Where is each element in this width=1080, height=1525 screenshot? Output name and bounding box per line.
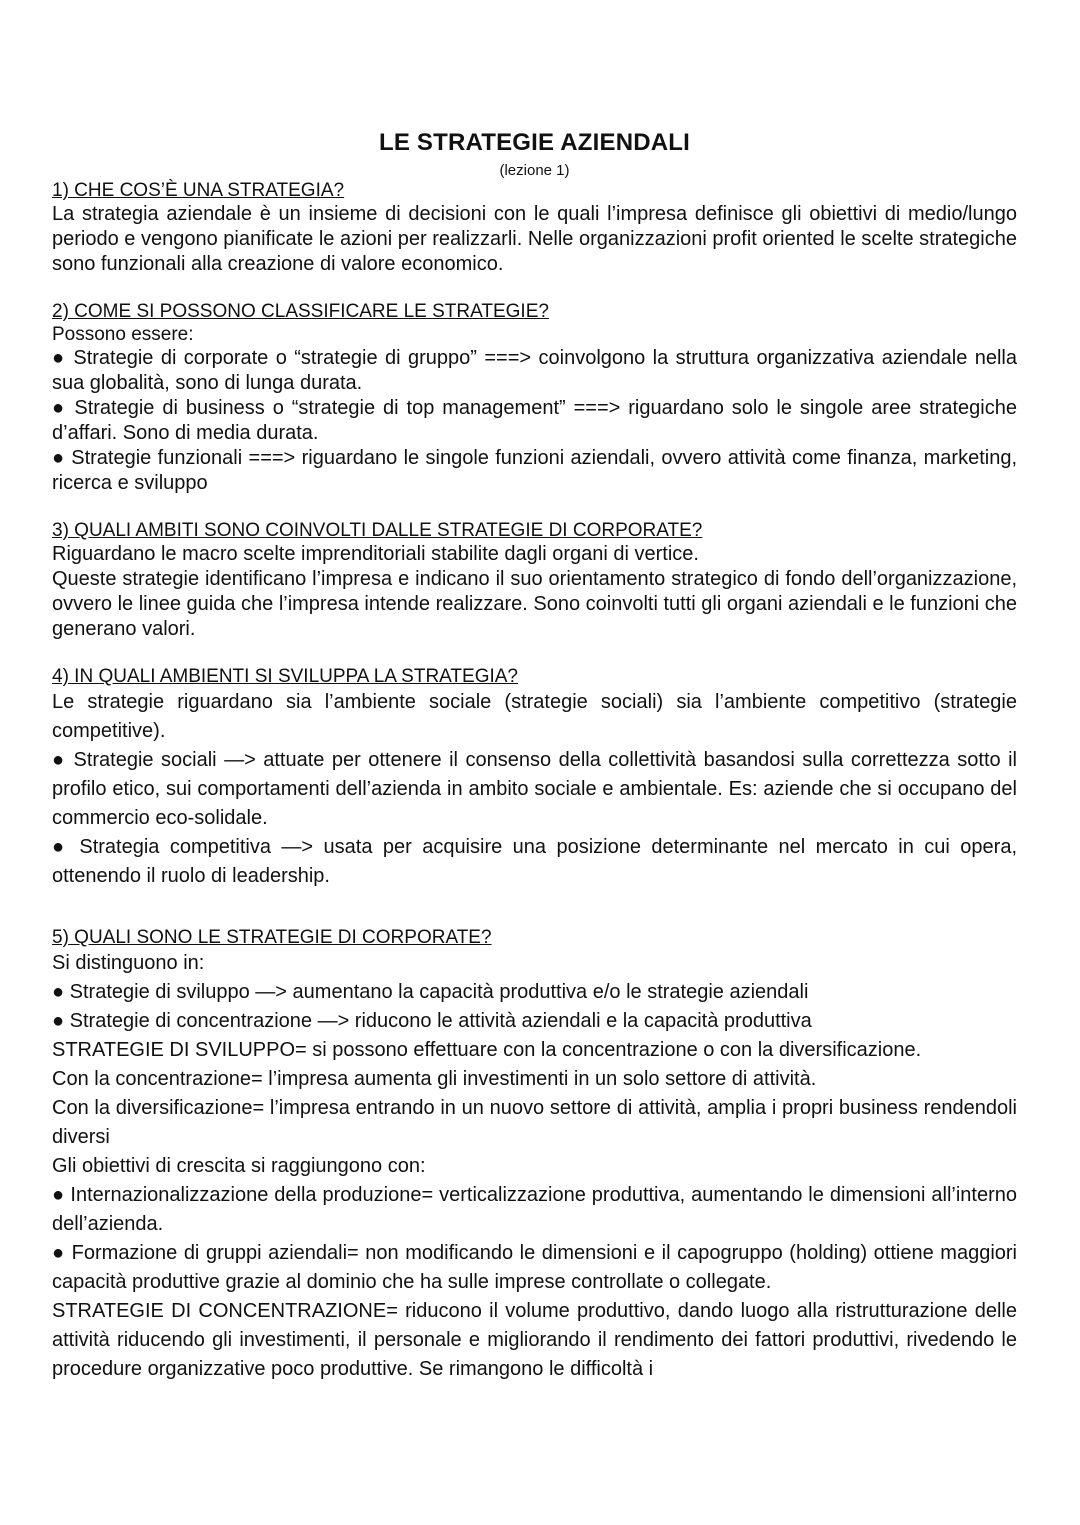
bullet-item: ● Strategie funzionali ===> riguardano le singole funzioni aziendali, ovvero attività come finanza, marketing, ricerca e sviluppo	[52, 447, 1017, 494]
paragraph: Le strategie riguardano sia l’ambiente sociale (strategie sociali) sia l’ambiente competitivo (strategie competitive).	[52, 691, 1017, 742]
section-1	[52, 180, 1017, 277]
paragraph: Gli obiettivi di crescita si raggiungono con:	[52, 1155, 426, 1177]
document-title: LE STRATEGIE AZIENDALI	[378, 129, 691, 156]
section-2	[52, 301, 1017, 496]
section-5	[52, 927, 1017, 1384]
section-heading: 2) COME SI POSSONO CLASSIFICARE LE STRATEGIE?	[52, 301, 549, 322]
document-subtitle: (lezione 1)	[499, 162, 570, 179]
bullet-item: ● Strategie di business o “strategie di top management” ===> riguardano solo le singole aree strategiche d’affari. Sono di media durata.	[52, 397, 1017, 444]
paragraph: Queste strategie identificano l’impresa e indicano il suo orientamento strategico di fondo dell’organizzazione, ovvero le linee guida che l’impresa intende realizzare. Sono coinvolti tutti gli organi aziendali e le funzioni che generano valori.	[52, 568, 1018, 640]
section-3	[52, 520, 1017, 642]
paragraph: Con la concentrazione= l’impresa aumenta gli investimenti in un solo settore di attività.	[52, 1068, 817, 1090]
paragraph-intro: Possono essere:	[52, 324, 194, 345]
section-heading: 4) IN QUALI AMBIENTI SI SVILUPPA LA STRATEGIA?	[52, 666, 519, 687]
bullet-item: ● Strategie sociali —> attuate per ottenere il consenso della collettività basandosi sulla correttezza sotto il profilo etico, sui comportamenti dell’azienda in ambito sociale e ambientale. Es: aziende che si occupano del commercio eco-solidale.	[52, 749, 1017, 829]
bullet-item: ● Strategie di corporate o “strategie di gruppo” ===> coinvolgono la struttura organizzativa aziendale nella sua globalità, sono di lunga durata.	[52, 347, 1017, 394]
bullet-item: ● Strategie di concentrazione —> riducono le attività aziendali e la capacità produttiva	[52, 1010, 812, 1032]
paragraph: Si distinguono in:	[52, 952, 205, 974]
paragraph: STRATEGIE DI CONCENTRAZIONE= riducono il volume produttivo, dando luogo alla ristrutturazione delle attività riducendo gli investimenti, il personale e migliorando il rendimento dei fattori produttivi, rivedendo le procedure organizzative poco produttive. Se rimangono le difficoltà i	[52, 1300, 1017, 1380]
paragraph: Riguardano le macro scelte imprenditoriali stabilite dagli organi di vertice.	[52, 543, 699, 565]
section-heading: 3) QUALI AMBITI SONO COINVOLTI DALLE STRATEGIE DI CORPORATE?	[52, 520, 703, 541]
bullet-item: ● Strategia competitiva —> usata per acquisire una posizione determinante nel mercato in cui opera, ottenendo il ruolo di leadership.	[52, 836, 1017, 887]
document-page	[52, 128, 1017, 1384]
paragraph: STRATEGIE DI SVILUPPO= si possono effettuare con la concentrazione o con la diversificazione.	[52, 1039, 922, 1061]
bullet-item: ● Formazione di gruppi aziendali= non modificando le dimensioni e il capogruppo (holding) ottiene maggiori capacità produttive grazie al dominio che ha sulle imprese controllate o collegate.	[52, 1242, 1017, 1293]
paragraph: La strategia aziendale è un insieme di decisioni con le quali l’impresa definisce gli obiettivi di medio/lungo periodo e vengono pianificate le azioni per realizzarli. Nelle organizzazioni profit oriented le scelte strategiche sono funzionali alla creazione di valore economico.	[52, 203, 1017, 275]
section-4	[52, 666, 1017, 891]
section-heading: 1) CHE COS’È UNA STRATEGIA?	[52, 180, 345, 201]
bullet-item: ● Internazionalizzazione della produzione= verticalizzazione produttiva, aumentando le dimensioni all’interno dell’azienda.	[52, 1184, 1017, 1235]
bullet-item: ● Strategie di sviluppo —> aumentano la capacità produttiva e/o le strategie aziendali	[52, 981, 809, 1003]
section-heading: 5) QUALI SONO LE STRATEGIE DI CORPORATE?	[52, 927, 492, 948]
paragraph: Con la diversificazione= l’impresa entrando in un nuovo settore di attività, amplia i propri business rendendoli diversi	[52, 1097, 1017, 1148]
